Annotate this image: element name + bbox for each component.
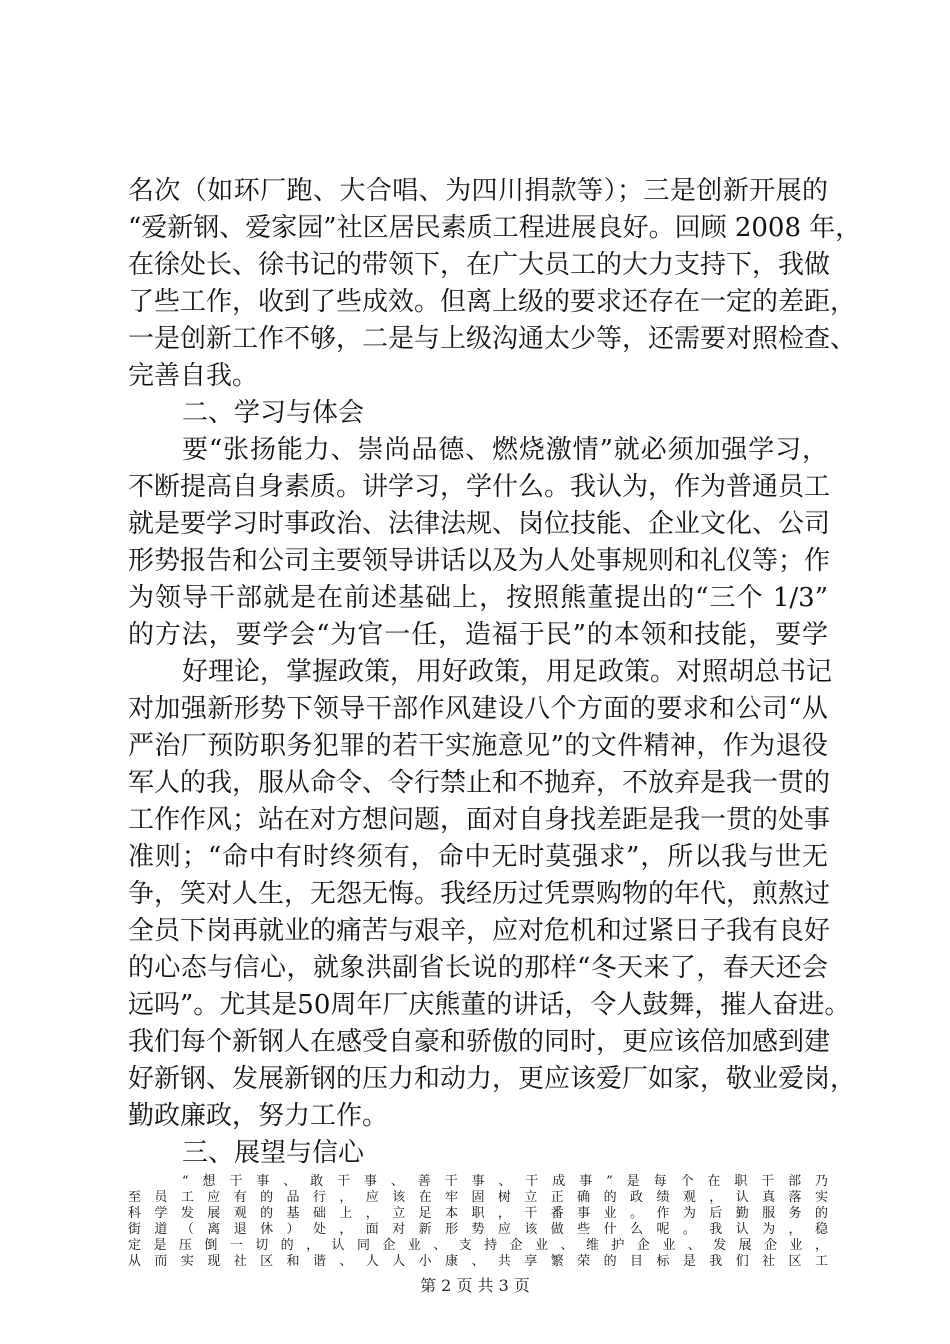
paragraph-3-line: 军人的我，服从命令、令行禁止和不抛弃，不放弃是我一贯的 <box>128 768 831 798</box>
paragraph-1-line: 一是创新工作不够，二是与上级沟通太少等，还需要对照检查、 <box>128 324 857 354</box>
paragraph-1-line: 在徐处长、徐书记的带领下，在广大员工的大力支持下，我做 <box>128 250 831 280</box>
paragraph-3-line: 远吗”。尤其是50周年厂庆熊董的讲话，令人鼓舞，摧人奋进。 <box>128 990 851 1020</box>
paragraph-4-line: 科学发展观的基础上，立足本职，干番事业。作为后勤服务的 <box>128 1206 828 1221</box>
paragraph-3-line: 争，笑对人生，无怨无悔。我经历过凭票购物的年代，煎熬过 <box>128 879 831 909</box>
paragraph-2-line: 要“张扬能力、崇尚品德、燃烧激情”就必须加强学习， <box>182 435 828 465</box>
paragraph-2-line: 就是要学习时事政治、法律法规、岗位技能、企业文化、公司 <box>128 509 831 539</box>
paragraph-3-line: 勤政廉政，努力工作。 <box>128 1101 389 1131</box>
paragraph-3-line: 严治厂预防职务犯罪的若干实施意见”的文件精神，作为退役 <box>128 731 828 761</box>
paragraph-1-line: 了些工作，收到了些成效。但离上级的要求还存在一定的差距， <box>128 287 857 317</box>
paragraph-1-line: “爱新钢、爱家园”社区居民素质工程进展良好。回顾 2008 年， <box>128 213 862 243</box>
paragraph-4-line: 定是压倒一切的，认同企业、支持企业、维护企业、发展企业， <box>128 1238 828 1253</box>
paragraph-2-line: 的方法，要学会“为官一任，造福于民”的本领和技能，要学 <box>128 620 828 650</box>
paragraph-3-line: 全员下岗再就业的痛苦与艰辛，应对危机和过紧日子我有良好 <box>128 916 831 946</box>
paragraph-1-line: 名次（如环厂跑、大合唱、为四川捐款等）；三是创新开展的 <box>128 176 828 206</box>
paragraph-3-line: 我们每个新钢人在感受自豪和骄傲的同时，更应该倍加感到建 <box>128 1027 831 1057</box>
paragraph-4-line: “想干事、敢干事、善干事、干成事”是每个在职干部乃 <box>182 1174 828 1189</box>
paragraph-1-line: 完善自我。 <box>128 361 259 391</box>
paragraph-3-line: 的心态与信心，就象洪副省长说的那样“冬天来了，春天还会 <box>128 953 828 983</box>
paragraph-3-line: 对加强新形势下领导干部作风建设八个方面的要求和公司“从 <box>128 694 828 724</box>
paragraph-4-line: 街道（离退休）处，面对新形势应该做些什么呢。我认为，稳 <box>128 1222 828 1237</box>
paragraph-4-line: 从而实现社区和谐、人人小康、共享繁荣的目标是我们社区工 <box>128 1254 828 1269</box>
paragraph-3-line: 好新钢、发展新钢的压力和动力，更应该爱厂如家，敬业爱岗， <box>128 1064 857 1094</box>
section-heading-study: 二、学习与体会 <box>182 398 365 428</box>
paragraph-2-line: 不断提高自身素质。讲学习，学什么。我认为，作为普通员工 <box>128 472 831 502</box>
paragraph-2-line: 为领导干部就是在前述基础上，按照熊董提出的“三个 1/3” <box>128 583 828 613</box>
paragraph-3-line: 好理论，掌握政策，用好政策，用足政策。对照胡总书记 <box>182 657 833 687</box>
paragraph-3-line: 准则；“命中有时终须有，命中无时莫强求”，所以我与世无 <box>128 842 828 872</box>
paragraph-2-line: 形势报告和公司主要领导讲话以及为人处事规则和礼仪等；作 <box>128 546 831 576</box>
paragraph-3-line: 工作作风；站在对方想问题，面对自身找差距是我一贯的处事 <box>128 805 831 835</box>
page-number-footer: 第 2 页 共 3 页 <box>420 1276 530 1295</box>
paragraph-4-line: 至员工应有的品行，应该在牢固树立正确的政绩观，认真落实 <box>128 1190 828 1205</box>
section-heading-outlook: 三、展望与信心 <box>182 1138 365 1168</box>
